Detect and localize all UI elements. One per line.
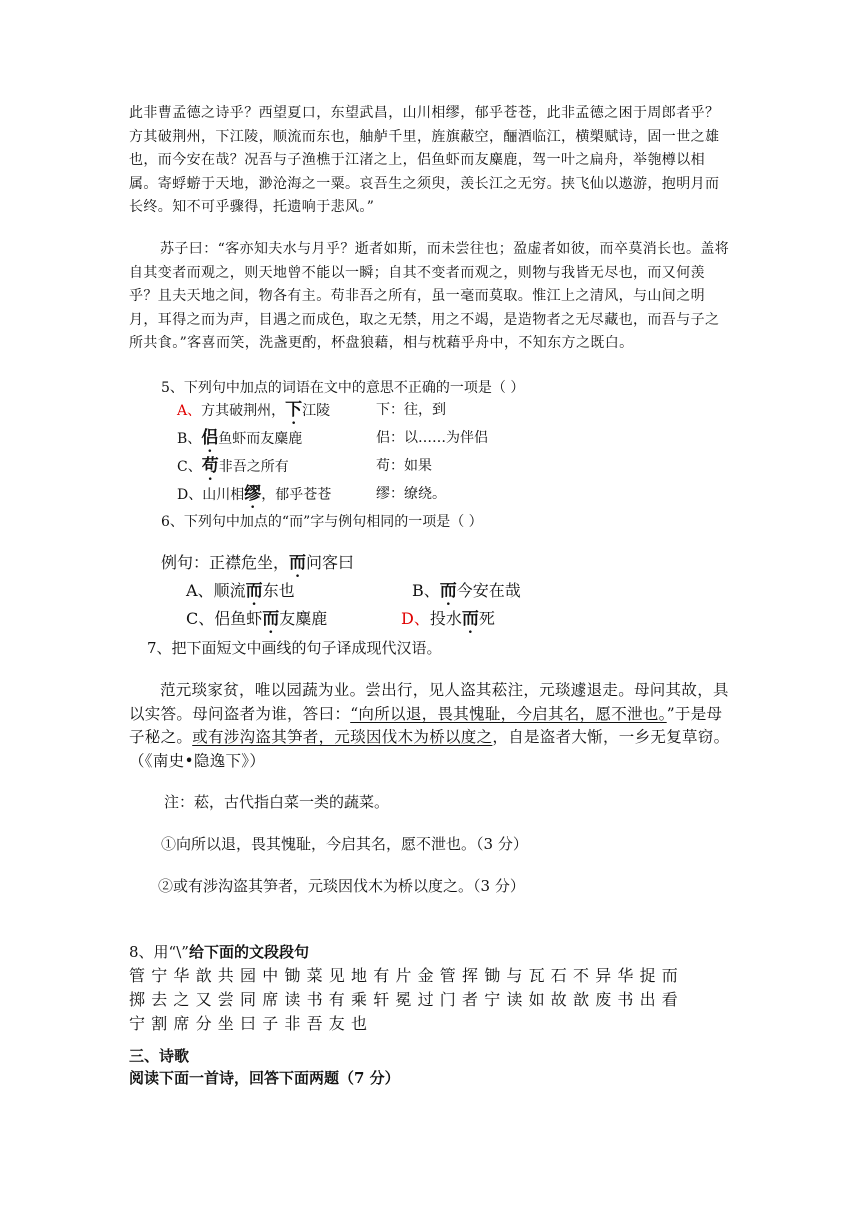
q5-option-b (177, 428, 302, 449)
q7-underlined-sentence-2: 或有涉沟盗其笋者，元琰因伐木为桥以度之 (192, 728, 493, 746)
q6-option-a (186, 581, 295, 601)
q6-option-a-letter: A、 (186, 581, 214, 600)
q5-option-c (177, 456, 289, 477)
q6-option-c-letter: C、 (186, 609, 215, 628)
q6-option-c-dotted: 而 (262, 609, 280, 629)
q5-option-b-post: 鱼虾而友麋鹿 (218, 431, 303, 447)
q6-option-d-dotted: 而 (461, 609, 479, 629)
q6-option-c-post: 友麋鹿 (279, 609, 328, 628)
q5-stem: 5、下列句中加点的词语在文中的意思不正确的一项是（ ） (161, 380, 525, 396)
q8-stem (129, 942, 309, 962)
q5-option-d-pre: 山川相 (202, 487, 245, 503)
q6-option-d-letter: D、 (401, 609, 430, 628)
q6-option-b-letter: B、 (412, 581, 440, 600)
q5-option-b-gloss: 侣：以……为伴侣 (376, 430, 488, 446)
q7-sub-question-1: ①向所以退，畏其愧耻，今启其名，愿不泄也。（3 分） (161, 835, 528, 853)
q6-option-b-post: 今安在哉 (456, 581, 521, 600)
passage-paragraph-2: 苏子曰：“客亦知夫水与月乎？逝者如斯，而未尝往也；盈虚者如彼，而卒莫消长也。盖将自其变者而观之，则天地曾不能以一瞬；自其不变者而观之，则物与我皆无尽也，而又何羡乎？且夫天地之间，物各有主。苟非吾之所有，虽一毫而莫取。惟江上之清风，与山间之明月，耳得之而为声，目遇之而成色，取之无禁，用之不竭，是造物者之无尽藏也，而吾与子之所共食。”客喜而笑，洗盏更酌，杯盘狼藉，相与枕藉乎舟中，不知东方之既白。 (129, 241, 730, 351)
q5-option-c-dotted: 苟 (201, 456, 219, 476)
q5-option-a-letter: A、 (177, 403, 202, 419)
q7-passage (129, 679, 731, 773)
q5-option-b-dotted: 侣 (201, 428, 219, 448)
q6-example-pre: 例句：正襟危坐， (161, 553, 290, 572)
q8-text-line-3: 宁割席分坐曰子非吾友也 (129, 1014, 374, 1033)
q6-option-c (186, 609, 327, 629)
q7-passage-text-1: 范元琰家贫，唯以园蔬为业。尝出行，见人盗其菘注，元琰遽退走。母问其故，具以实答。母问盗者为谁，答曰： (129, 681, 729, 723)
q6-option-b (412, 581, 521, 601)
q5-option-d-gloss: 缪：缭绕。 (376, 486, 446, 502)
q5-option-c-letter: C、 (177, 459, 202, 475)
q7-underlined-sentence-1: “向所以退，畏其愧耻，今启其名，愿不泄也。 (350, 704, 667, 723)
q6-option-d-pre: 投水 (429, 609, 462, 628)
q6-example-dotted: 而 (289, 553, 307, 573)
q5-option-a-dotted: 下 (285, 400, 303, 420)
q5-option-a-pre: 方其破荆州， (201, 403, 286, 419)
q5-option-d-post: ，郁乎苍苍 (261, 487, 332, 503)
q6-option-a-post: 东也 (262, 581, 295, 600)
q5-option-a (177, 400, 330, 421)
q5-option-b-letter: B、 (177, 431, 202, 447)
passage-paragraph-1: 此非曹孟德之诗乎？西望夏口，东望武昌，山川相缪，郁乎苍苍，此非孟德之困于周郎者乎？方其破荆州，下江陵，顺流而东也，舳舻千里，旌旗蔽空，酾酒临江，横槊赋诗，固一世之雄也，而今安在哉？况吾与子渔樵于江渚之上，侣鱼虾而友麋鹿，驾一叶之扁舟，举匏樽以相属。寄蜉蝣于天地，渺沧海之一粟。哀吾生之须臾，羡长江之无穷。挟飞仙以遨游，抱明月而长终。知不可乎骤得，托遗响于悲风。” (129, 105, 720, 215)
q7-sub-question-2: ②或有涉沟盗其笋者，元琰因伐木为桥以度之。（3 分） (158, 877, 525, 895)
q6-option-a-dotted: 而 (245, 581, 263, 601)
q8-stem-instruction: 给下面的文段段句 (188, 943, 309, 961)
q6-option-b-dotted: 而 (439, 581, 457, 601)
q6-option-c-pre: 侣鱼虾 (214, 609, 263, 628)
q5-option-c-gloss: 苟：如果 (376, 458, 432, 474)
q6-option-a-pre: 顺流 (213, 581, 246, 600)
q5-option-d (177, 484, 331, 505)
q5-option-a-post: 江陵 (302, 403, 331, 419)
section-3-title: 三、诗歌 (129, 1047, 190, 1065)
q5-option-d-dotted: 缪 (244, 484, 262, 504)
q7-note: 注：菘，古代指白菜一类的蔬菜。 (164, 793, 390, 811)
section-3-instruction: 阅读下面一首诗，回答下面两题（7 分） (129, 1069, 400, 1087)
q6-option-d-post: 死 (478, 609, 495, 628)
q6-stem: 6、下列句中加点的“而”字与例句相同的一项是（ ） (161, 514, 483, 530)
q8-text-line-2: 掷去之又尝同席读书有乘轩冕过门者宁读如故歆废书出看 (129, 990, 685, 1009)
q5-option-a-gloss: 下：往，到 (376, 402, 446, 418)
q7-passage-text-2: ”于是母子秘之。 (129, 704, 723, 746)
q7-stem: 7、把下面短文中画线的句子译成现代汉语。 (147, 639, 442, 657)
q5-option-c-post: 非吾之所有 (218, 459, 289, 475)
q6-example (161, 553, 354, 573)
q7-passage-text-3: ，自是盗者大惭，一乡无复草窃。（《南史•隐逸下》） (129, 728, 730, 770)
q6-option-d (401, 609, 495, 629)
q8-text-line-1: 管宁华歆共园中锄菜见地有片金管挥锄与瓦石不异华捉而 (129, 966, 685, 985)
q5-option-d-letter: D、 (177, 487, 203, 503)
q6-example-post: 问客曰 (306, 553, 355, 572)
q8-stem-prefix: 8、用“\” (129, 943, 189, 961)
